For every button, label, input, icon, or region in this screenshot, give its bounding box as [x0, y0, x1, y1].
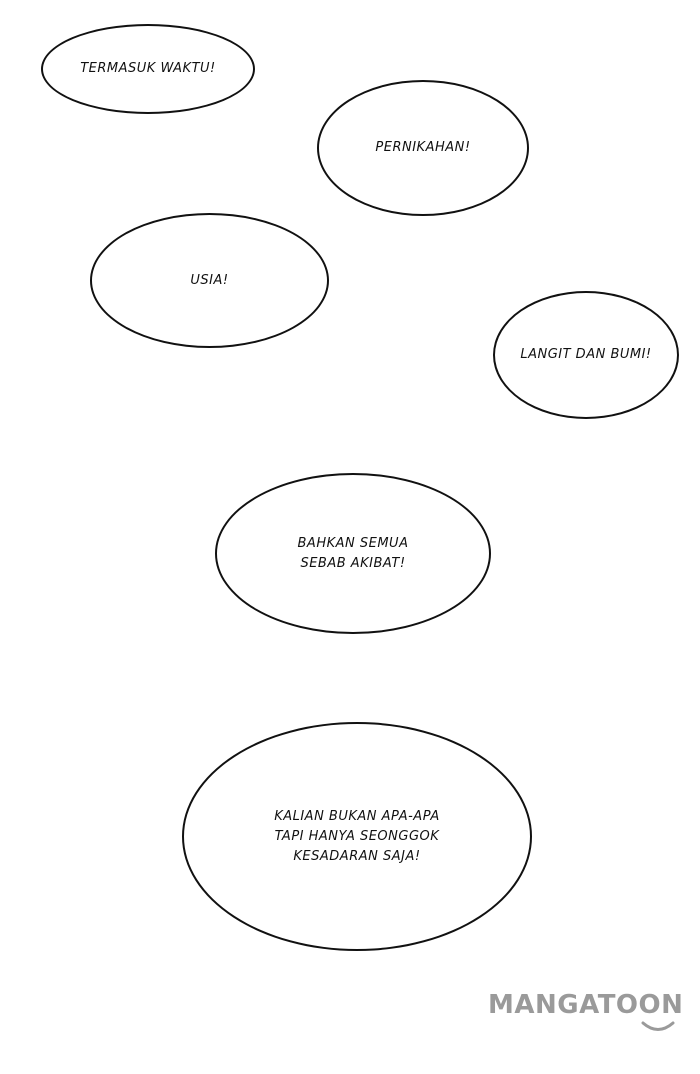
speech-bubble	[215, 473, 491, 634]
speech-bubble-text: KALIAN BUKAN APA-APA TAPI HANYA SEONGGOK KESADARAN SAJA!	[274, 808, 440, 864]
speech-bubble-text: USIA!	[190, 272, 229, 288]
speech-bubble-text: PERNIKAHAN!	[375, 140, 471, 155]
speech-bubble	[317, 80, 529, 216]
speech-bubble-text: TERMASUK WAKTU!	[80, 61, 216, 76]
speech-bubble-text: BAHKAN SEMUA SEBAB AKIBAT!	[297, 535, 409, 571]
speech-bubble-text: LANGIT DAN BUMI!	[520, 347, 652, 362]
speech-bubble	[41, 24, 255, 114]
speech-bubble	[182, 722, 532, 951]
speech-bubble	[493, 291, 679, 419]
smile-icon	[640, 1020, 676, 1036]
watermark-text: MANGATOON	[488, 990, 684, 1020]
speech-bubble	[90, 213, 329, 348]
